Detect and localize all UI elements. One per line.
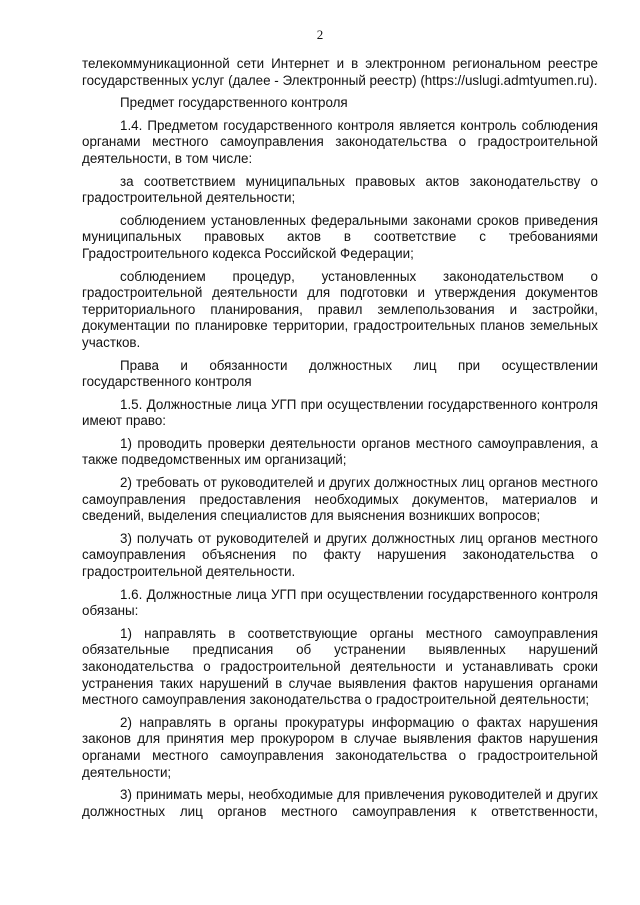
paragraph-1-4-item-2: соблюдением установленных федеральными законами сроков приведения муниципальных правовых актов в соответствие с требованиями Градостроительного кодекса Российской Федерации; — [82, 212, 598, 261]
document-body — [82, 56, 598, 822]
paragraph-1-6-item-3: 3) принимать меры, необходимые для привлечения руководителей и других должностных лиц органов местного самоуправления к ответственности, — [82, 787, 598, 819]
section-heading-rights: Права и обязанности должностных лиц при осуществлении государственного контроля — [82, 357, 598, 390]
paragraph-intro-continued: телекоммуникационной сети Интернет и в электронном региональном реестре государственных услуг (далее - Электронный реестр) (https://uslugi.admtyumen.ru). — [82, 56, 598, 88]
paragraph-1-6-item-2: 2) направлять в органы прокуратуры информацию о фактах нарушения законов для принятия мер прокурором в случае выявления фактов нарушения органами местного самоуправления законодательства о градостроительной деятельности; — [82, 714, 598, 780]
section-heading-subject: Предмет государственного контроля — [120, 95, 348, 111]
paragraph-1-5: 1.5. Должностные лица УГП при осуществлении государственного контроля имеют право: — [82, 396, 598, 429]
page-number: 2 — [316, 27, 324, 42]
paragraph-1-6: 1.6. Должностные лица УГП при осуществлении государственного контроля обязаны: — [82, 586, 598, 619]
paragraph-1-5-item-1: 1) проводить проверки деятельности органов местного самоуправления, а также подведомственных им организаций; — [82, 435, 598, 468]
paragraph-1-5-item-2: 2) требовать от руководителей и других должностных лиц органов местного самоуправления предоставления необходимых документов, материалов и сведений, выделения специалистов для выяснения возникших вопросов; — [82, 475, 598, 524]
paragraph-1-4-item-3: соблюдением процедур, установленных законодательством о градостроительной деятельности для подготовки и утверждения документов территориального планирования, правил землепользования и застройки, документации по планировке территории, градостроительных планов земельных участков. — [82, 268, 598, 350]
paragraph-1-5-item-3: 3) получать от руководителей и других должностных лиц органов местного самоуправления объяснения по факту нарушения законодательства о градостроительной деятельности. — [82, 530, 598, 580]
paragraph-1-4: 1.4. Предметом государственного контроля является контроль соблюдения органами местного самоуправления законодательства о градостроительной деятельности, в том числе: — [82, 117, 598, 166]
paragraph-1-6-item-1: 1) направлять в соответствующие органы местного самоуправления обязательные предписания об устранении выявленных нарушений законодательства о градостроительной деятельности и устанавливать сроки устранения таких нарушений в случае выявления фактов нарушения органами местного самоуправления законодательства о градостроительной деятельности; — [82, 625, 598, 708]
paragraph-1-4-item-1: за соответствием муниципальных правовых актов законодательству о градостроительной деятельности; — [82, 173, 598, 206]
